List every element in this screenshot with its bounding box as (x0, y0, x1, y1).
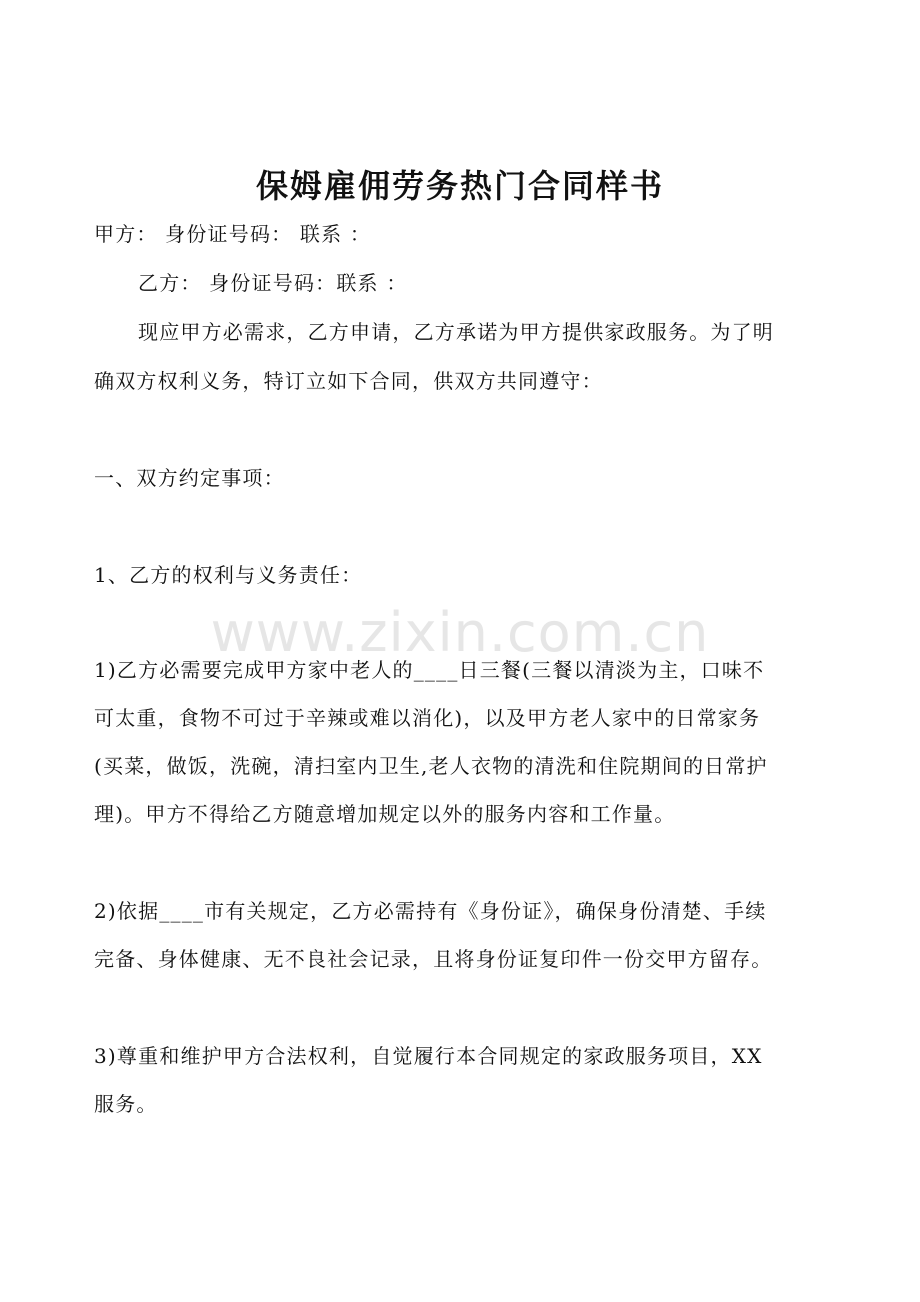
party-b-line: 乙方： 身份证号码：联系 ： (138, 271, 408, 295)
item-3-line-2: 服务。 (94, 1092, 158, 1116)
watermark: www.zixin.com.cn (210, 601, 710, 664)
item-2-line-2: 完备、身体健康、无不良社会记录，且将身份证复印件一份交甲方留存。 (94, 947, 773, 971)
item-1-line-4: 理)。甲方不得给乙方随意增加规定以外的服务内容和工作量。 (94, 802, 676, 826)
intro-line-2: 确双方权利义务，特订立如下合同，供双方共同遵守： (94, 369, 603, 393)
subsection-1-heading: 1、乙方的权利与义务责任： (94, 563, 363, 587)
item-1-line-3: (买菜，做饭，洗碗，清扫室内卫生,老人衣物的清洗和住院期间的日常护 (94, 754, 768, 778)
item-1-line-2: 可太重，食物不可过于辛辣或难以消化)，以及甲方老人家中的日常家务 (94, 706, 761, 730)
intro-line-1: 现应甲方必需求，乙方申请，乙方承诺为甲方提供家政服务。为了明 (138, 320, 774, 344)
party-a-line: 甲方： 身份证号码： 联系 ： (94, 222, 372, 246)
item-3-line-1: 3)尊重和维护甲方合法权利，自觉履行本合同规定的家政服务项目，XX (94, 1044, 763, 1068)
item-2-line-1: 2)依据____市有关规定，乙方必需持有《身份证》，确保身份清楚、手续 (94, 899, 767, 923)
item-1-line-1: 1)乙方必需要完成甲方家中老人的____日三餐(三餐以清淡为主，口味不 (94, 658, 765, 682)
section-1-heading: 一、双方约定事项： (94, 466, 285, 490)
document-title: 保姆雇佣劳务热门合同样书 (255, 167, 664, 205)
